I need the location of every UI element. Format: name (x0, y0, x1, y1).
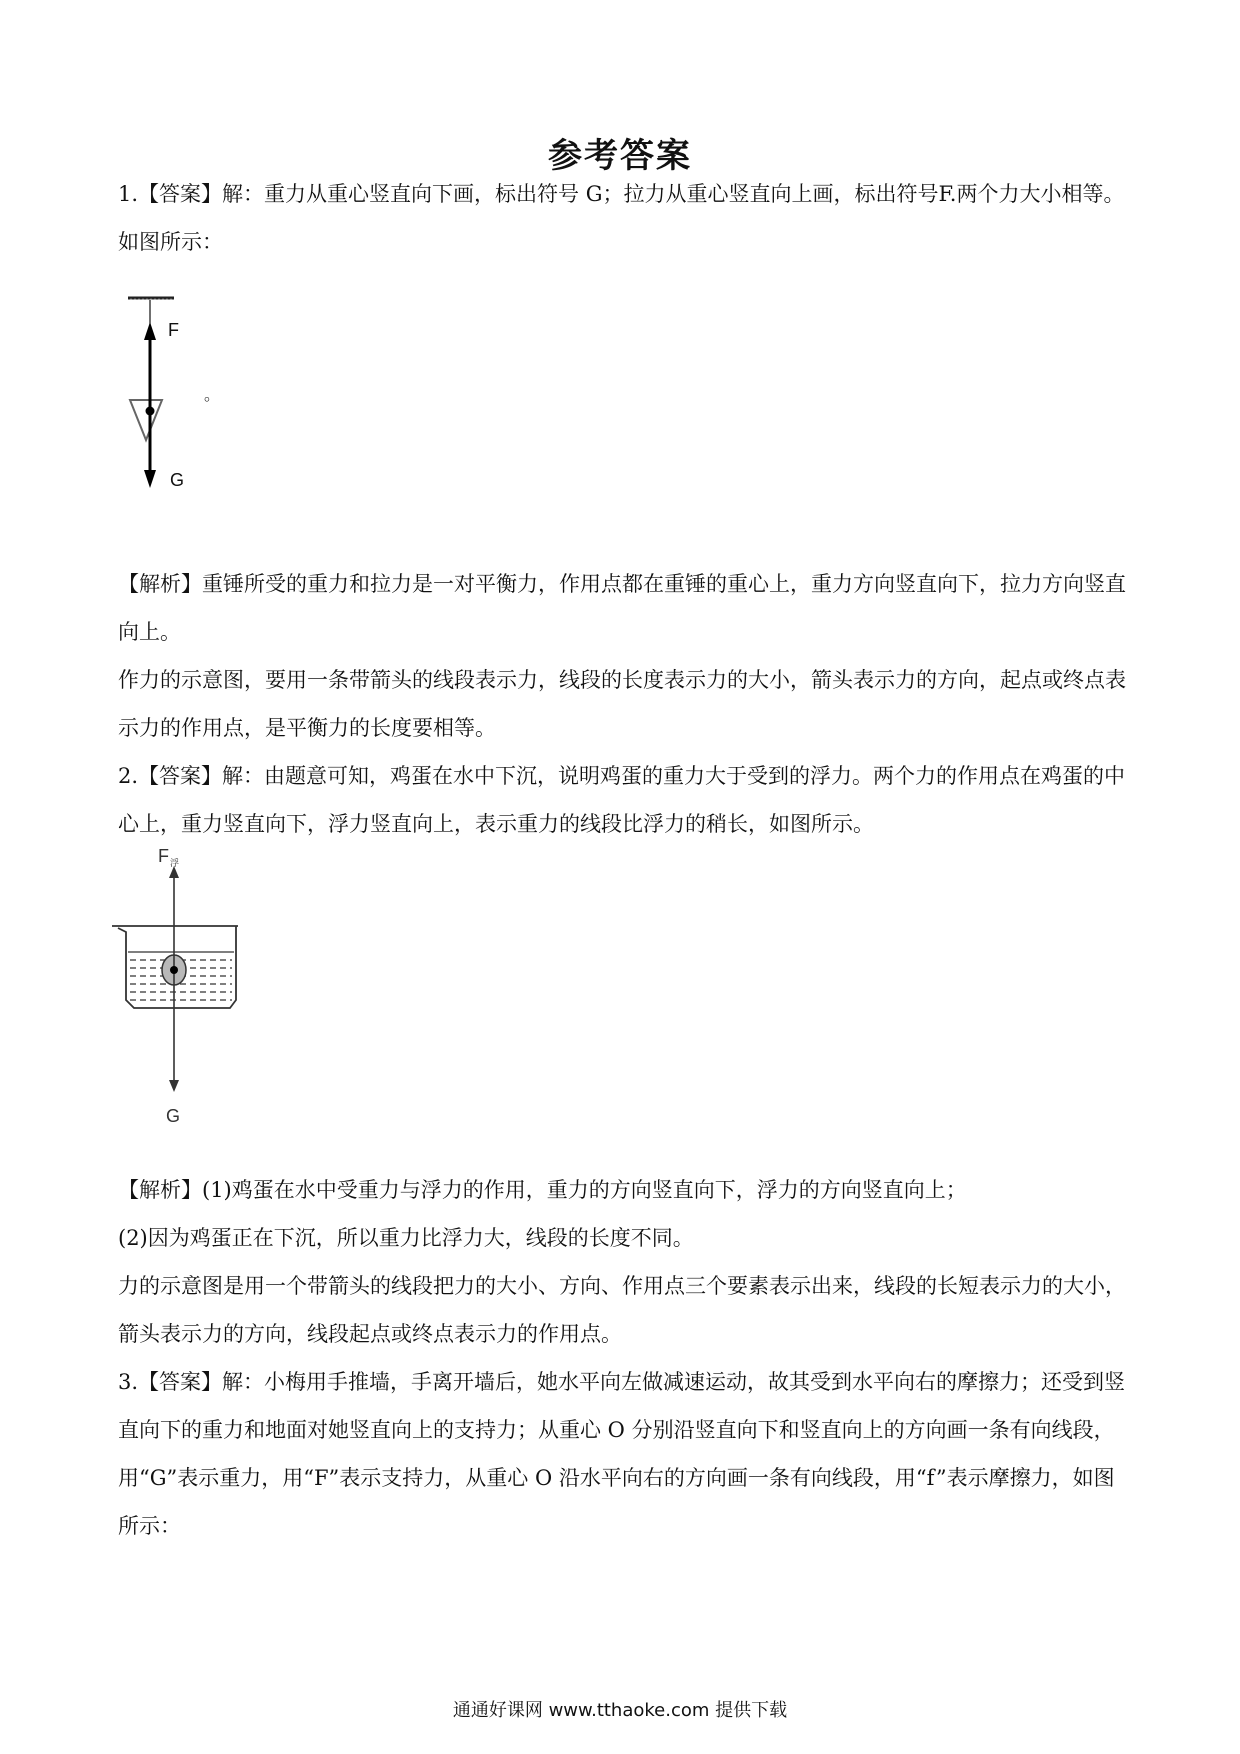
gravity-arrowhead (169, 1080, 179, 1092)
center-of-gravity-dot (146, 407, 155, 416)
q3-answer: 3.【答案】解：小梅用手推墙，手离开墙后，她水平向左做减速运动，故其受到水平向右的摩擦力；还受到竖直向下的重力和地面对她竖直向上的支持力；从重心 O 分别沿竖直向下和竖直向上的方向画一条有向线段，用“G”表示重力，用“F”表示支持力，从重心 O 沿水平向右的方向画一条有向线段，用“f”表示摩擦力，如图所示： (118, 1370, 1126, 1538)
pull-force-arrowhead (144, 322, 156, 340)
trailing-period: 。 (204, 387, 221, 404)
q2-beaker-diagram (112, 842, 272, 1122)
q1-analysis-2: 作力的示意图，要用一条带箭头的线段表示力，线段的长度表示力的大小，箭头表示力的方向，起点或终点表示力的作用点，是平衡力的长度要相等。 (118, 668, 1126, 740)
q1-analysis-1: 【解析】重锤所受的重力和拉力是一对平衡力，作用点都在重锤的重心上，重力方向竖直向下，拉力方向竖直向上。 (118, 572, 1126, 644)
egg-center-dot (170, 966, 178, 974)
force-label-G: G (166, 1106, 181, 1122)
page-footer: 通通好课网 www.tthaoke.com 提供下载 (452, 1700, 788, 1721)
q1-answer: 1.【答案】解：重力从重心竖直向下画，标出符号 G；拉力从重心竖直向上画，标出符号F.两个力大小相等。如图所示： (118, 182, 1125, 254)
gravity-arrowhead (144, 470, 156, 488)
q2-analysis-2: (2)因为鸡蛋正在下沉，所以重力比浮力大，线段的长度不同。 (118, 1226, 694, 1250)
force-label-F-buoyancy: F (158, 846, 169, 866)
force-label-F: F (168, 320, 179, 340)
weight-triangle (130, 400, 162, 440)
q1-force-diagram (112, 290, 232, 500)
page-title: 参考答案 (548, 136, 692, 176)
q2-analysis-3: 力的示意图是用一个带箭头的线段把力的大小、方向、作用点三个要素表示出来，线段的长短表示力的大小，箭头表示力的方向，线段起点或终点表示力的作用点。 (118, 1274, 1126, 1346)
force-label-G: G (170, 470, 185, 490)
q2-analysis-1: 【解析】(1)鸡蛋在水中受重力与浮力的作用，重力的方向竖直向下，浮力的方向竖直向上； (118, 1178, 967, 1202)
q2-answer: 2.【答案】解：由题意可知，鸡蛋在水中下沉，说明鸡蛋的重力大于受到的浮力。两个力的作用点在鸡蛋的中心上，重力竖直向下，浮力竖直向上，表示重力的线段比浮力的稍长，如图所示。 (118, 764, 1126, 836)
force-label-subscript: 浮 (170, 858, 180, 868)
